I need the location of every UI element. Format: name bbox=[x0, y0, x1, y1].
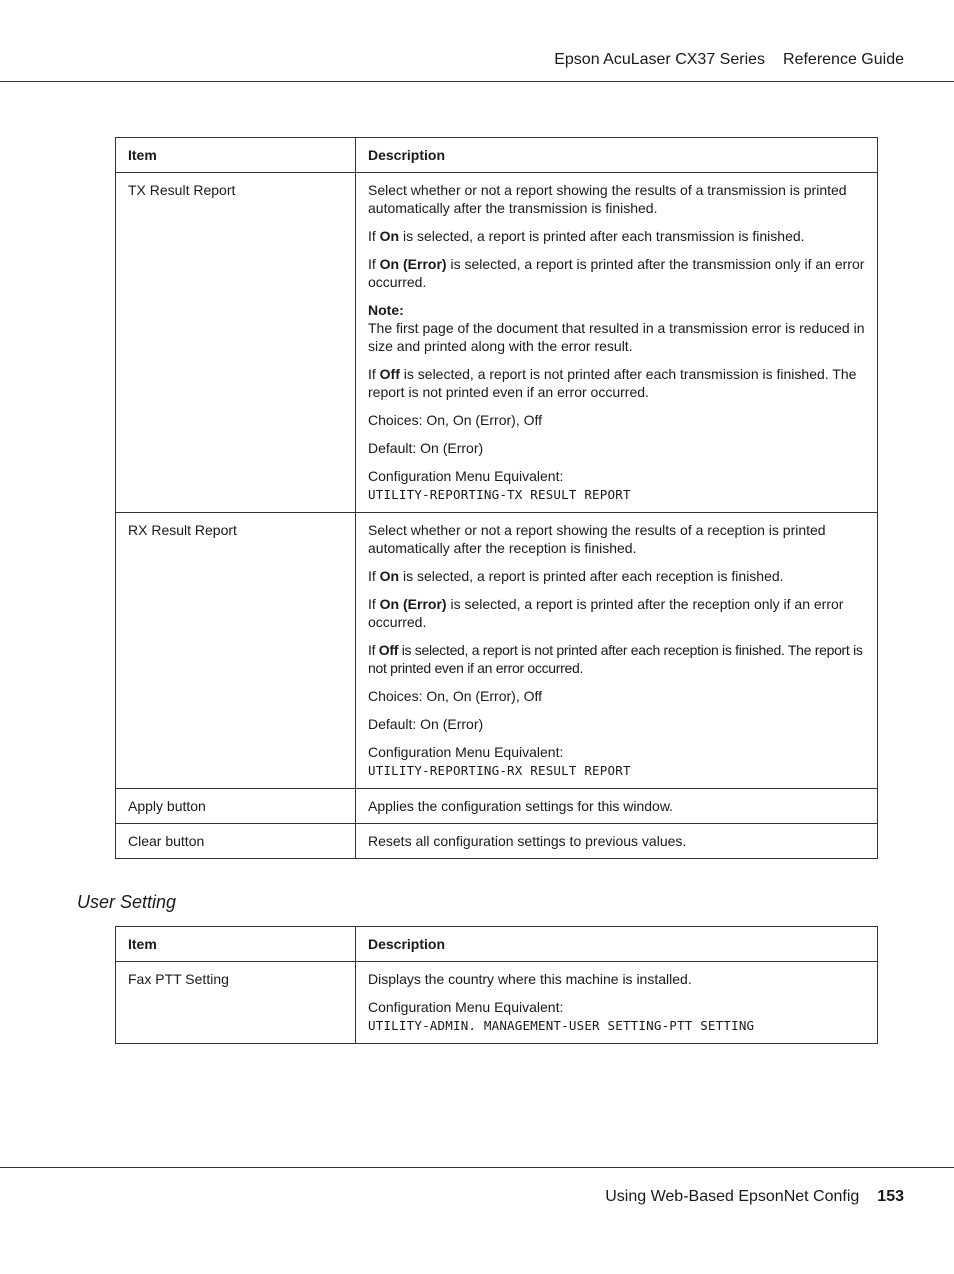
menu-path: UTILITY-REPORTING-RX RESULT REPORT bbox=[368, 763, 631, 778]
table-row bbox=[116, 962, 878, 1044]
description-cell: Applies the configuration settings for this window. bbox=[356, 789, 878, 824]
table-row bbox=[116, 173, 878, 513]
default-text: Default: On (Error) bbox=[368, 716, 484, 732]
settings-table-2 bbox=[115, 926, 878, 1044]
column-header-item: Item bbox=[116, 138, 356, 173]
running-header bbox=[554, 51, 904, 69]
description-text: If Off is selected, a report is not printed after each transmission is finished. The report is not printed even if an error occurred. bbox=[368, 366, 857, 400]
description-text: If On (Error) is selected, a report is printed after the transmission only if an error occurred. bbox=[368, 256, 865, 290]
menu-equivalent: Configuration Menu Equivalent: UTILITY-REPORTING-TX RESULT REPORT bbox=[368, 468, 631, 502]
note-text: The first page of the document that resulted in a transmission error is reduced in size and printed along with the error result. bbox=[368, 320, 865, 354]
table-header-row bbox=[116, 927, 878, 962]
running-footer bbox=[605, 1188, 904, 1206]
menu-path: UTILITY-ADMIN. MANAGEMENT-USER SETTING-PTT SETTING bbox=[368, 1018, 755, 1033]
page-header bbox=[0, 0, 954, 82]
guide-name: Reference Guide bbox=[783, 51, 904, 68]
choices-text: Choices: On, On (Error), Off bbox=[368, 412, 543, 428]
product-name: Epson AcuLaser CX37 Series bbox=[554, 51, 766, 68]
description-text: Select whether or not a report showing the results of a reception is printed automatically after the reception is finished. bbox=[368, 522, 826, 556]
item-cell: TX Result Report bbox=[116, 173, 356, 513]
item-cell: Fax PTT Setting bbox=[116, 962, 356, 1044]
menu-path: UTILITY-REPORTING-TX RESULT REPORT bbox=[368, 487, 631, 502]
description-cell bbox=[356, 962, 878, 1044]
table-row bbox=[116, 789, 878, 824]
note-label: Note: bbox=[368, 302, 404, 318]
choices-text: Choices: On, On (Error), Off bbox=[368, 688, 543, 704]
settings-table-1 bbox=[115, 137, 878, 859]
item-cell: RX Result Report bbox=[116, 513, 356, 789]
description-text: If Off is selected, a report is not printed after each reception is finished. The report is not printed even if an error occurred. bbox=[368, 642, 863, 676]
page-footer bbox=[0, 1167, 954, 1205]
section-title: User Setting bbox=[77, 892, 177, 912]
note bbox=[368, 301, 867, 355]
table-header-row bbox=[116, 138, 878, 173]
column-header-description: Description bbox=[356, 927, 878, 962]
menu-equivalent: Configuration Menu Equivalent: UTILITY-ADMIN. MANAGEMENT-USER SETTING-PTT SETTING bbox=[368, 999, 755, 1033]
description-text: If On is selected, a report is printed after each reception is finished. bbox=[368, 568, 784, 584]
description-text: If On is selected, a report is printed after each transmission is finished. bbox=[368, 228, 805, 244]
table-row bbox=[116, 824, 878, 859]
item-cell: Clear button bbox=[116, 824, 356, 859]
table-row bbox=[116, 513, 878, 789]
description-cell bbox=[356, 513, 878, 789]
default-text: Default: On (Error) bbox=[368, 440, 484, 456]
column-header-description: Description bbox=[356, 138, 878, 173]
menu-equivalent: Configuration Menu Equivalent: UTILITY-REPORTING-RX RESULT REPORT bbox=[368, 744, 631, 778]
footer-section: Using Web-Based EpsonNet Config bbox=[605, 1188, 860, 1205]
page-number: 153 bbox=[877, 1188, 904, 1205]
description-text: If On (Error) is selected, a report is printed after the reception only if an error occurred. bbox=[368, 596, 844, 630]
description-cell bbox=[356, 173, 878, 513]
column-header-item: Item bbox=[116, 927, 356, 962]
item-cell: Apply button bbox=[116, 789, 356, 824]
description-text: Select whether or not a report showing the results of a transmission is printed automatically after the transmission is finished. bbox=[368, 182, 847, 216]
description-text: Displays the country where this machine is installed. bbox=[368, 971, 692, 987]
description-cell: Resets all configuration settings to previous values. bbox=[356, 824, 878, 859]
